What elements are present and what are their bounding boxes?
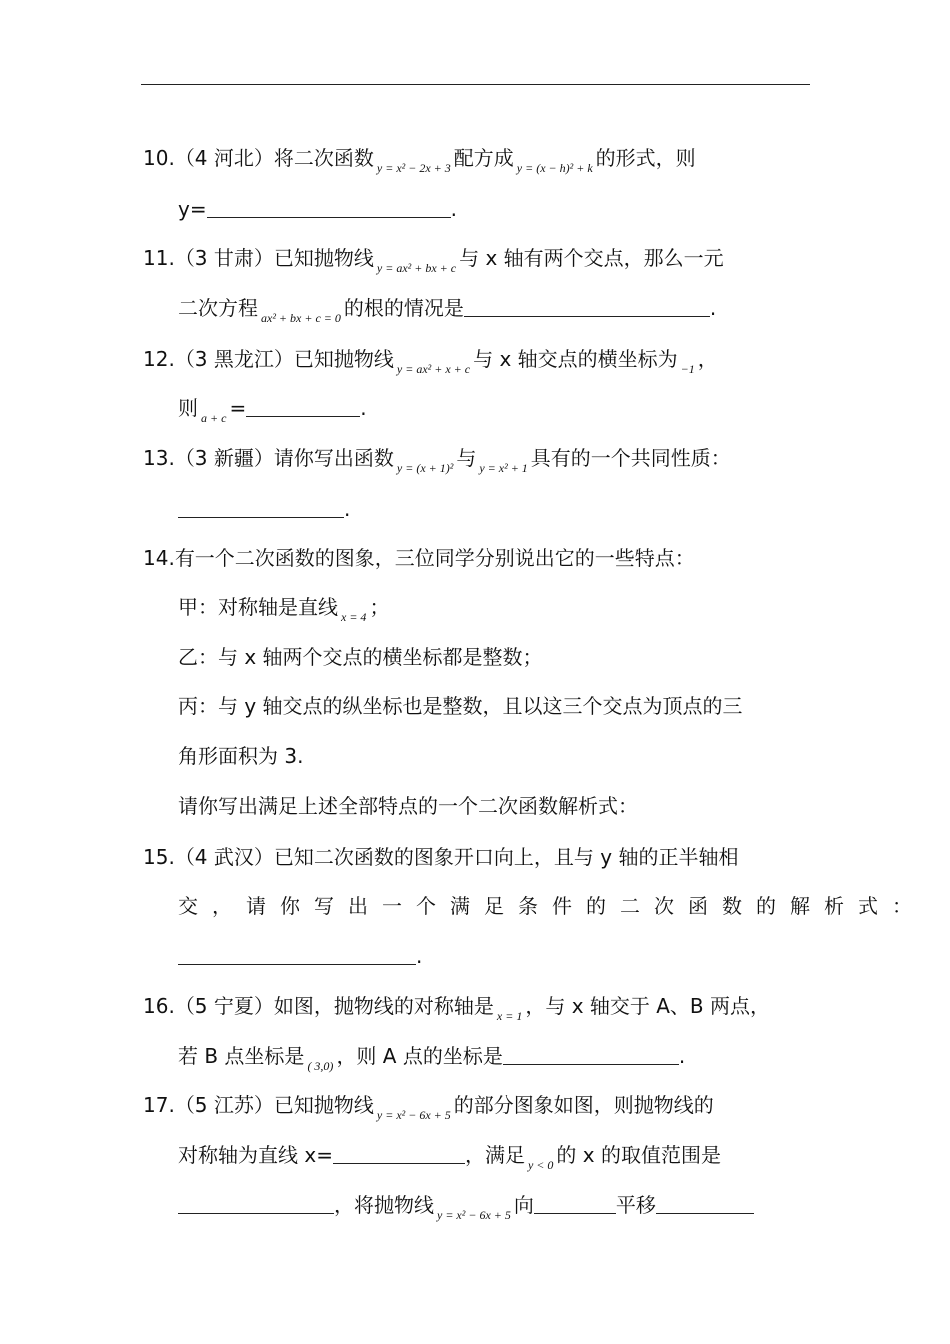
- punctuation: .: [450, 197, 457, 221]
- question-text: ，满足: [464, 1143, 525, 1167]
- punctuation: .: [678, 1044, 686, 1068]
- question-text: 将二次函数: [273, 146, 374, 170]
- question-text: ，则 A 点的坐标是: [336, 1044, 503, 1068]
- question-text: 已知抛物线: [273, 246, 374, 270]
- question-text: 平移: [615, 1193, 656, 1217]
- q15-line3: [178, 941, 422, 971]
- question-text: 丙：与 y 轴交点的纵坐标也是整数，且以这三个交点为顶点的三: [178, 694, 743, 718]
- q10-line1: [143, 143, 696, 176]
- question-text: 请你写出满足上述全部特点的一个二次函数解析式：: [178, 794, 638, 818]
- punctuation: .: [709, 296, 717, 320]
- question-text: 乙：与 x 轴两个交点的横坐标都是整数；: [178, 645, 543, 669]
- question-text: y=: [178, 197, 207, 221]
- q13-line2: [178, 494, 350, 524]
- answer-blank[interactable]: [246, 396, 360, 417]
- answer-blank[interactable]: [207, 197, 451, 218]
- question-number: 12.: [143, 347, 175, 371]
- q17-line2: [178, 1140, 721, 1173]
- question-text: 的部分图象如图，则抛物线的: [453, 1093, 714, 1117]
- q14-clue-yi: [178, 642, 543, 672]
- punctuation: .: [344, 497, 351, 521]
- question-text: 对称轴为直线 x=: [178, 1143, 333, 1167]
- question-text: 甲：对称轴是直线: [178, 595, 338, 619]
- question-text: 与 x 轴有两个交点，那么一元: [459, 246, 724, 270]
- question-source: （3 黑龙江）: [174, 347, 294, 371]
- formula: x = 4: [341, 610, 367, 624]
- answer-blank[interactable]: [178, 497, 344, 518]
- question-source: （3 甘肃）: [174, 246, 274, 270]
- question-text: 的 x 的取值范围是: [556, 1143, 721, 1167]
- answer-blank[interactable]: [656, 1193, 754, 1214]
- question-text: 交，请你写出一个满足条件的二次函数的解析式：: [178, 894, 926, 918]
- question-text: =: [229, 396, 247, 420]
- formula: y = x² − 6x + 5: [376, 1108, 451, 1122]
- formula: y < 0: [527, 1158, 554, 1172]
- answer-blank[interactable]: [534, 1193, 616, 1214]
- question-number: 17.: [143, 1093, 175, 1117]
- question-text: 如图，抛物线的对称轴是: [273, 994, 494, 1018]
- question-text: 向: [513, 1193, 534, 1217]
- question-text: 的形式，则: [595, 146, 696, 170]
- header-rule: [141, 84, 810, 85]
- formula: ( 3,0): [307, 1059, 334, 1073]
- question-source: （4 武汉）: [174, 845, 274, 869]
- question-text: 请你写出函数: [273, 446, 394, 470]
- question-text: 已知抛物线: [273, 1093, 374, 1117]
- q11-line1: [143, 243, 724, 276]
- answer-blank[interactable]: [178, 1193, 334, 1214]
- question-text: 已知二次函数的图象开口向上，且与 y 轴的正半轴相: [273, 845, 739, 869]
- formula: x = 1: [496, 1009, 523, 1023]
- q14-line1: [143, 543, 695, 573]
- question-text: ，与 x 轴交于 A、B 两点，: [525, 994, 771, 1018]
- punctuation: ，: [697, 347, 718, 371]
- question-text: 与 x 轴交点的横坐标为: [473, 347, 678, 371]
- q14-clue-bing: [178, 691, 743, 721]
- q16-line2: [178, 1041, 685, 1074]
- question-text: 二次方程: [178, 296, 258, 320]
- q13-line1: [143, 443, 731, 476]
- punctuation: .: [416, 944, 423, 968]
- formula: y = x² − 6x + 5: [437, 1208, 511, 1222]
- question-source: （5 江苏）: [174, 1093, 274, 1117]
- punctuation: ；: [369, 595, 390, 619]
- question-number: 11.: [143, 246, 175, 270]
- formula: y = ax² + bx + c: [376, 261, 457, 275]
- question-number: 13.: [143, 446, 175, 470]
- formula: y = x² + 1: [479, 461, 528, 475]
- question-text: 配方成: [453, 146, 514, 170]
- answer-blank[interactable]: [178, 944, 416, 965]
- question-text: 与: [456, 446, 477, 470]
- question-text: 具有的一个共同性质：: [530, 446, 731, 470]
- formula: ax² + bx + c = 0: [261, 311, 341, 325]
- question-number: 10.: [143, 146, 175, 170]
- q15-line2: [178, 891, 926, 921]
- q12-line2: [178, 393, 367, 426]
- formula: −1: [680, 362, 695, 376]
- formula: y = x² − 2x + 3: [376, 161, 451, 175]
- question-number: 16.: [143, 994, 175, 1018]
- question-text: 若 B 点坐标是: [178, 1044, 305, 1068]
- formula: y = ax² + x + c: [396, 362, 471, 376]
- q14-clue-jia: [178, 592, 389, 625]
- formula: y = (x + 1)²: [396, 461, 454, 475]
- q16-line1: [143, 991, 770, 1024]
- answer-blank[interactable]: [333, 1143, 465, 1164]
- q17-line1: [143, 1090, 714, 1123]
- q11-line2: [178, 293, 716, 326]
- formula: a + c: [201, 411, 227, 425]
- q15-line1: [143, 842, 738, 872]
- answer-blank[interactable]: [464, 296, 710, 317]
- question-source: （3 新疆）: [174, 446, 274, 470]
- question-source: （4 河北）: [174, 146, 274, 170]
- q14-clue-bing-cont: [178, 741, 303, 771]
- answer-blank[interactable]: [503, 1044, 679, 1065]
- q17-line3: [178, 1190, 754, 1223]
- question-text: 有一个二次函数的图象，三位同学分别说出它的一些特点：: [174, 546, 695, 570]
- q12-line1: [143, 344, 718, 377]
- question-text: 的根的情况是: [343, 296, 464, 320]
- question-text: 已知抛物线: [293, 347, 394, 371]
- q10-line2: [178, 194, 457, 224]
- punctuation: .: [360, 396, 367, 420]
- formula: y = (x − h)² + k: [516, 161, 593, 175]
- question-number: 14.: [143, 546, 175, 570]
- question-source: （5 宁夏）: [174, 994, 274, 1018]
- question-text: 则: [178, 396, 198, 420]
- question-number: 15.: [143, 845, 175, 869]
- question-text: ，将抛物线: [334, 1193, 434, 1217]
- q14-request: [178, 791, 638, 821]
- question-text: 角形面积为 3.: [178, 744, 304, 768]
